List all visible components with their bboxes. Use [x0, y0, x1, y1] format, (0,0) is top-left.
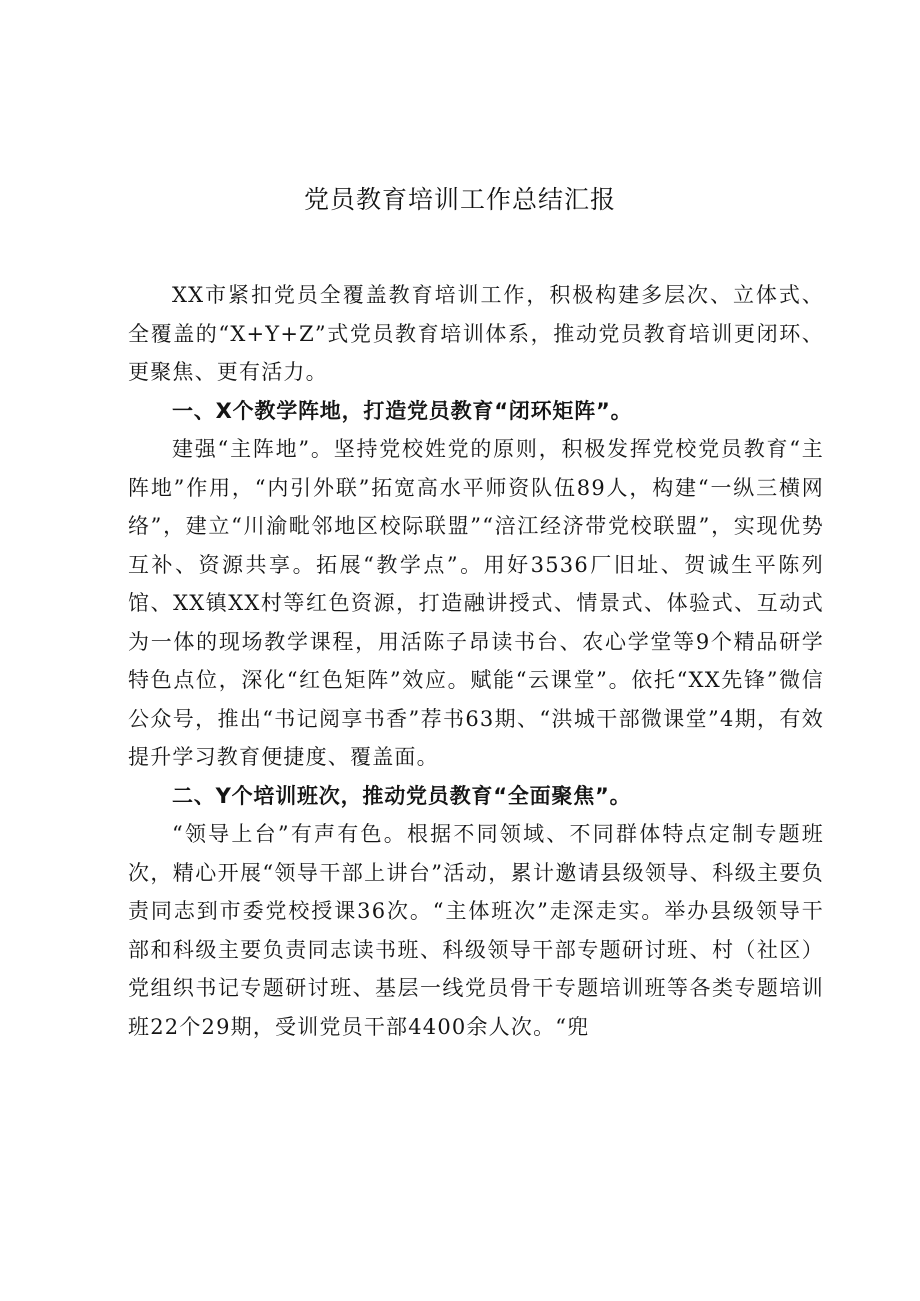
section-1-heading: 一、X个教学阵地，打造党员教育“闭环矩阵”。 — [172, 398, 633, 423]
intro-paragraph: XX市紧扣党员全覆盖教育培训工作，积极构建多层次、立体式、全覆盖的“X+Y+Z”式党员教育培训体系，推动党员教育培训更闭环、更聚焦、更有活力。 — [128, 283, 824, 384]
section-2-paragraph: “领导上台”有声有色。根据不同领域、不同群体特点定制专题班次，精心开展“领导干部上讲台”活动，累计邀请县级领导、科级主要负责同志到市委党校授课36次。“主体班次”走深走实。举办县级领导干部和科级主要负责同志读书班、科级领导干部专题研讨班、村（社区）党组织书记专题研讨班、基层一线党员骨干专题培训班等各类专题培训班22个29期，受训党员干部4400余人次。“兜 — [128, 822, 824, 1039]
document-title: 党员教育培训工作总结汇报 — [303, 185, 616, 214]
section-1-paragraph: 建强“主阵地”。坚持党校姓党的原则，积极发挥党校党员教育“主阵地”作用，“内引外联”拓宽高水平师资队伍89人，构建“一纵三横网络”，建立“川渝毗邻地区校际联盟”“涪江经济带党校联盟”，实现优势互补、资源共享。拓展“教学点”。用好3536厂旧址、贺诚生平陈列馆、XX镇XX村等红色资源，打造融讲授式、情景式、体验式、互动式为一体的现场教学课程，用活陈子昂读书台、农心学堂等9个精品研学特色点位，深化“红色矩阵”效应。赋能“云课堂”。依托“XX先锋”微信公众号，推出“书记阅享书香”荐书63期、“洪城干部微课堂”4期，有效提升学习教育便捷度、覆盖面。 — [128, 437, 824, 769]
section-2-heading: 二、Y个培训班次，推动党员教育“全面聚焦”。 — [172, 783, 632, 808]
document-body — [128, 276, 824, 1046]
